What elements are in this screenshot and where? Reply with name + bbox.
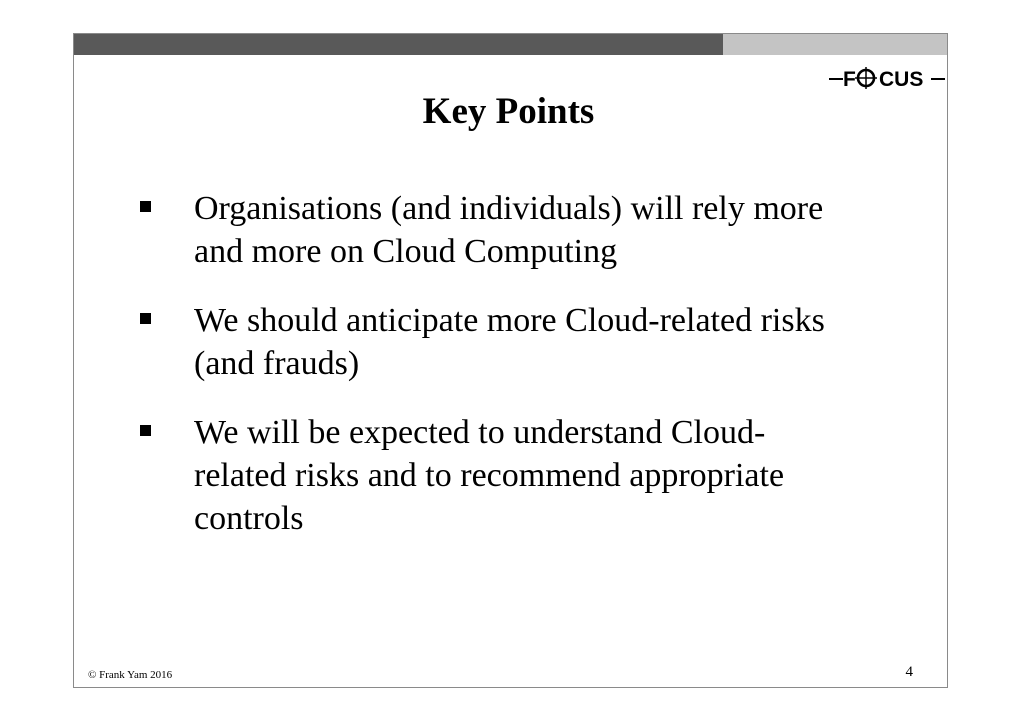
page-number: 4 <box>905 664 913 680</box>
slide <box>73 33 948 688</box>
bullet-text: Organisations (and individuals) will rely more and more on Cloud Computing <box>194 190 824 270</box>
key-points-list <box>134 187 854 566</box>
svg-text:CUS: CUS <box>879 68 924 91</box>
bullet-item <box>134 299 854 385</box>
header-bar-light <box>723 34 947 55</box>
header-bar <box>74 34 947 55</box>
header-bar-dark <box>74 34 723 55</box>
copyright-footer: © Frank Yam 2016 <box>88 669 173 681</box>
bullet-square-icon <box>140 313 151 324</box>
slide-title: Key Points <box>422 91 595 132</box>
bullet-text: We should anticipate more Cloud-related risks (and frauds) <box>194 302 825 382</box>
bullet-square-icon <box>140 425 151 436</box>
bullet-text: We will be expected to understand Cloud-related risks and to recommend appropriate controls <box>194 414 785 537</box>
svg-text:F: F <box>843 68 856 91</box>
bullet-square-icon <box>140 201 151 212</box>
bullet-item <box>134 411 854 540</box>
bullet-item <box>134 187 854 273</box>
